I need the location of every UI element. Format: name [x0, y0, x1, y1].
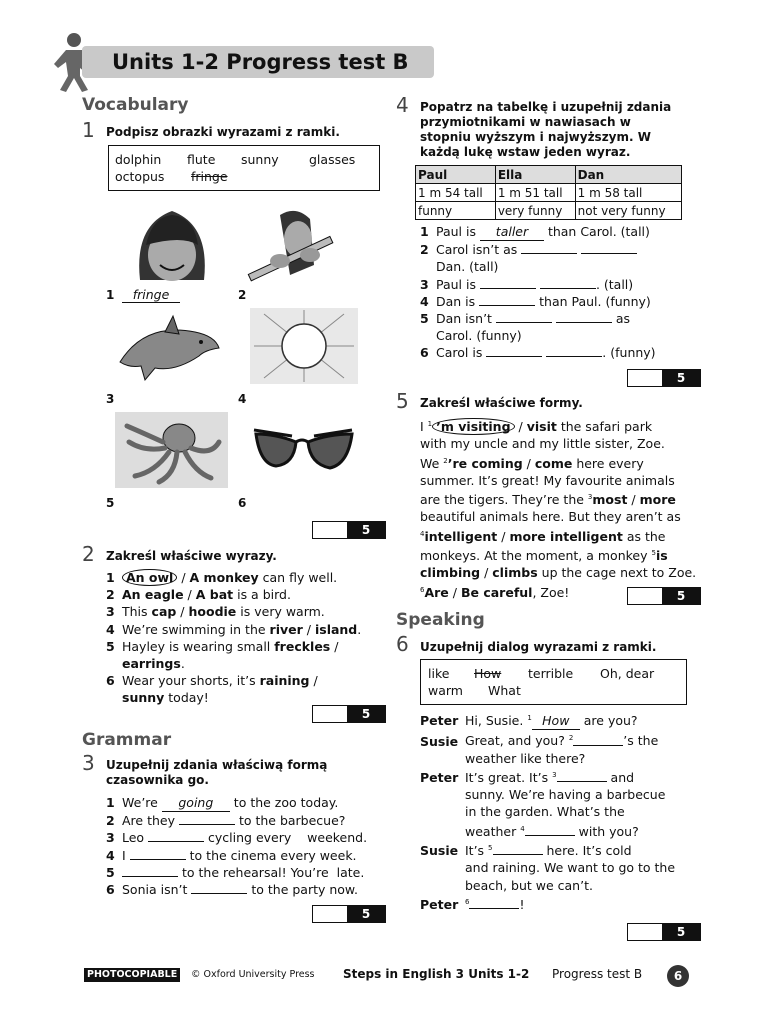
page-title: Units 1-2 Progress test B [112, 50, 409, 74]
list-item: 6 Sonia isn’t to the party now. [106, 882, 358, 898]
girl-playing-flute-icon [240, 205, 340, 285]
picture-number: 1 [106, 288, 115, 302]
word-box-row [115, 151, 375, 168]
score-box [627, 369, 701, 387]
exercise-number: 3 [82, 751, 95, 775]
text-line: beautiful animals here. But they aren’t as [420, 509, 681, 525]
word-crossed: fringe [191, 169, 228, 184]
dialog-line: Peter Hi, Susie. $^1$ How are you? [420, 710, 710, 730]
table-header: Dan [575, 166, 681, 184]
dialog-line: sunny. We’re having a barbecue [465, 787, 666, 803]
ex3-list [106, 794, 376, 898]
exercise-number: 2 [82, 542, 95, 566]
text-line: We $^2$’re coming / come here every [420, 455, 644, 471]
text-line: summer. It’s great! My favourite animals [420, 472, 675, 488]
comparison-table [415, 165, 682, 220]
list-item: 2 Are they to the barbecue? [106, 813, 346, 829]
list-item: 6 Carol is . (funny) [420, 345, 656, 361]
score-box [312, 705, 386, 723]
score-value: 5 [662, 370, 700, 386]
dialog-line: in the garden. What’s the [465, 804, 625, 820]
table-cell: 1 m 58 tall [575, 184, 681, 202]
text-line: with my uncle and my little sister, Zoe. [420, 436, 665, 452]
blank [469, 897, 519, 909]
dialog-line: beach, but we can’t. [465, 877, 593, 893]
list-item: 5 Dan isn’t as Carol. (funny) [420, 311, 631, 344]
photocopiable-label: PHOTOCOPIABLE [84, 968, 180, 982]
word-crossed: How [474, 666, 502, 681]
list-item: 4 Dan is than Paul. (funny) [420, 293, 651, 309]
score-box [312, 521, 386, 539]
list-item: 3 Paul is . (tall) [420, 276, 634, 292]
text-line: I $^1$ ’m visiting / visit the safari park [420, 419, 653, 435]
picture-number: 2 [238, 288, 247, 302]
page-number: 6 [667, 965, 689, 987]
exercise-number: 5 [396, 389, 409, 413]
answer-fringe: fringe [122, 287, 180, 303]
blank [486, 345, 542, 357]
blank [130, 848, 186, 860]
score-value: 5 [662, 924, 700, 940]
publisher: © Oxford University Press [191, 969, 315, 980]
blank [557, 770, 607, 782]
text-line: climbing / climbs up the cage next to Zoe. [420, 565, 697, 581]
score-box [312, 905, 386, 923]
table-cell: very funny [495, 202, 575, 220]
blank [521, 242, 577, 254]
speaking-heading: Speaking [396, 610, 485, 630]
exercise-instruction: Zakreśl właściwe formy. [420, 396, 583, 410]
list-item: 2 Carol isn’t as Dan. (tall) [420, 241, 690, 275]
blank [496, 311, 552, 323]
list-item: 2 An eagle / A bat is a bird. [106, 587, 291, 603]
dialog-line: Peter $^6$ ! [420, 896, 525, 912]
list-item: 1 An owl / A monkey can fly well. [106, 570, 338, 585]
circled-answer: An owl [122, 569, 177, 586]
blank [525, 824, 575, 836]
blank [148, 830, 204, 842]
answer-going: going [162, 794, 230, 812]
list-item: 5 Hayley is wearing small freckles / earrings. [106, 638, 339, 672]
table-header: Paul [416, 166, 496, 184]
ex4-list [420, 223, 690, 362]
word: warm [428, 683, 463, 698]
blank [546, 345, 602, 357]
word-box-row [428, 682, 686, 699]
list-item: 5 to the rehearsal! You’re late. [106, 864, 365, 880]
word: Oh, dear [600, 666, 655, 681]
octopus-icon [115, 412, 228, 488]
word: octopus [115, 169, 165, 184]
word: dolphin [115, 152, 162, 167]
exercise-number: 1 [82, 118, 95, 142]
table-cell: funny [416, 202, 496, 220]
sun-icon [250, 308, 358, 384]
sunglasses-icon [252, 420, 356, 480]
exercise-instruction: Uzupełnij dialog wyrazami z ramki. [420, 640, 657, 654]
table-cell: not very funny [575, 202, 681, 220]
blank [179, 813, 235, 825]
text-line: are the tigers. They’re the $^3$most / more [420, 492, 676, 508]
picture-number: 6 [238, 496, 247, 510]
picture-answer [122, 287, 180, 303]
picture-number: 4 [238, 392, 247, 406]
ex5-text [420, 416, 720, 601]
exercise-number: 4 [396, 93, 409, 117]
dialog-line: weather like there? [465, 750, 586, 766]
answer-how: How [532, 712, 580, 730]
exercise-number: 6 [396, 632, 409, 656]
score-value: 5 [347, 706, 385, 722]
word: flute [187, 152, 216, 167]
blank [191, 882, 247, 894]
dialog-line: and raining. We want to go to the [465, 860, 676, 876]
blank [540, 277, 596, 289]
dialog-line: weather $^4$ with you? [465, 823, 639, 839]
dialog-line: Susie It’s $^5$ here. It’s cold [420, 843, 632, 859]
picture-number: 5 [106, 496, 115, 510]
dolphin-icon [115, 312, 225, 382]
word-box-row [115, 168, 375, 185]
blank [479, 294, 535, 306]
table-cell: 1 m 51 tall [495, 184, 575, 202]
word: terrible [528, 666, 574, 681]
exercise-instruction: Podpisz obrazki wyrazami z ramki. [106, 125, 340, 139]
list-item: 1 Paul is taller than Carol. (tall) [420, 223, 690, 241]
word: What [488, 683, 521, 698]
table-cell: 1 m 54 tall [416, 184, 496, 202]
blank [480, 277, 536, 289]
score-box [627, 923, 701, 941]
answer-taller: taller [480, 223, 544, 241]
test-title: Progress test B [552, 967, 643, 981]
word: sunny [241, 152, 279, 167]
dialog-line: Peter It’s great. It’s $^3$ and [420, 770, 635, 786]
ex2-list [106, 569, 376, 707]
vocabulary-heading: Vocabulary [82, 95, 189, 115]
picture-number: 3 [106, 392, 115, 406]
circled-answer: ’m visiting [432, 418, 514, 435]
girl-with-fringe-icon [132, 205, 212, 285]
list-item: 4 I to the cinema every week. [106, 847, 357, 863]
grammar-heading: Grammar [82, 730, 172, 750]
score-value: 5 [347, 906, 385, 922]
score-value: 5 [347, 522, 385, 538]
exercise-instruction: Uzupełnij zdania właściwą formą czasownika go. [106, 758, 328, 787]
word-box-row [428, 665, 686, 682]
word: glasses [309, 152, 356, 167]
list-item: 6 Wear your shorts, it’s raining / sunny today! [106, 673, 318, 706]
blank [556, 311, 612, 323]
word: like [428, 666, 450, 681]
blank [122, 865, 178, 877]
text-line: $^6$Are / Be careful, Zoe! [420, 584, 570, 600]
list-item: 3 This cap / hoodie is very warm. [106, 604, 325, 620]
course-title: Steps in English 3 Units 1-2 [343, 967, 530, 981]
list-item: 4 We’re swimming in the river / island. [106, 621, 362, 637]
dialog [420, 710, 710, 913]
exercise-instruction: Popatrz na tabelkę i uzupełnij zdania przymiotnikami w nawiasach w stopniu wyższym i najwyższym. W każdą lukę wstaw jeden wyraz. [420, 100, 672, 159]
list-item: 3 Leo cycling every weekend. [106, 830, 368, 846]
dialog-line: Susie Great, and you? $^2$ ’s the [420, 733, 659, 749]
exercise-instruction: Zakreśl właściwe wyrazy. [106, 549, 277, 563]
text-line: $^4$intelligent / more intelligent as the [420, 528, 666, 544]
blank [581, 242, 637, 254]
blank [493, 843, 543, 855]
list-item: 1 We’re going to the zoo today. [106, 794, 376, 812]
score-box [627, 587, 701, 605]
table-header: Ella [495, 166, 575, 184]
text-line: monkeys. At the moment, a monkey $^5$is [420, 548, 668, 564]
blank [573, 734, 623, 746]
score-value: 5 [662, 588, 700, 604]
